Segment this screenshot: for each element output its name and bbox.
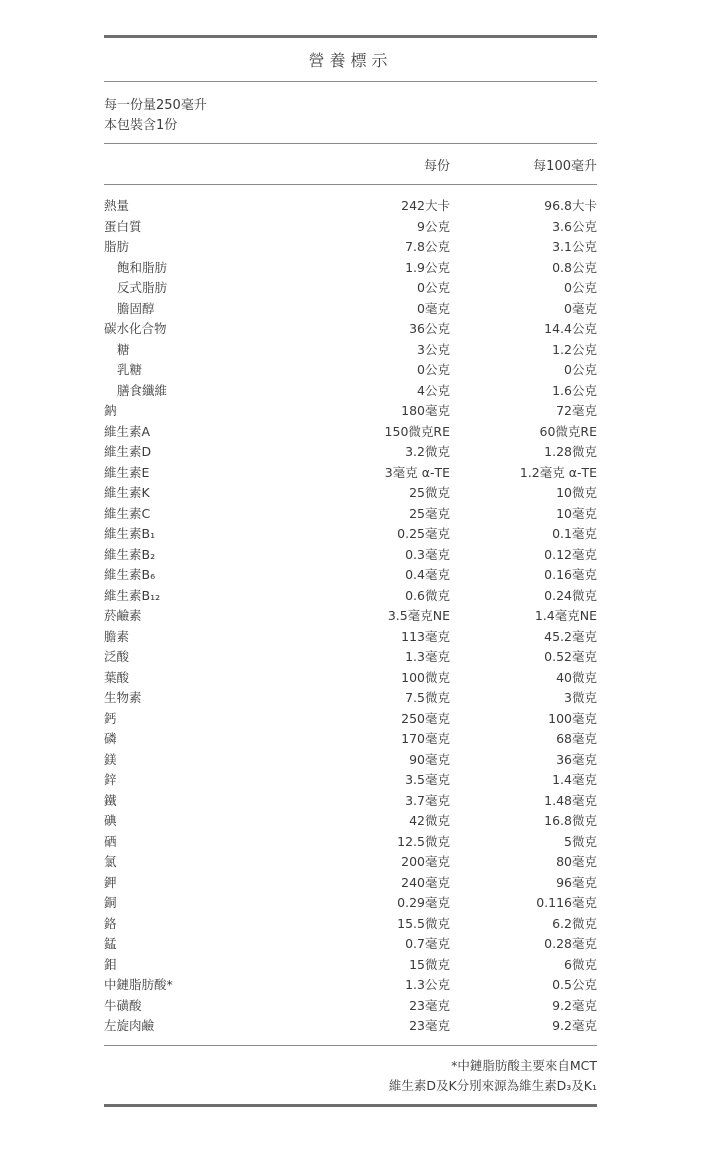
divider [104, 1045, 597, 1046]
value-per-100ml: 0毫克 [564, 300, 597, 316]
value-per-serving: 3.5毫克 [405, 772, 450, 787]
value-per-100ml: 1.2公克 [552, 341, 597, 357]
value-per-serving: 42微克 [409, 813, 450, 828]
nutrient-name: 維生素B₁₂ [104, 587, 161, 603]
nutrient-name: 中鏈脂肪酸* [104, 977, 173, 992]
nutrient-row [104, 688, 597, 709]
value-per-serving: 0.4毫克 [405, 567, 450, 582]
value-per-serving: 200毫克 [401, 854, 450, 869]
nutrient-row [104, 770, 597, 791]
value-per-serving: 25毫克 [409, 505, 450, 521]
divider [104, 81, 597, 82]
nutrient-name: 碘 [104, 813, 117, 828]
value-per-100ml: 0.52毫克 [544, 649, 597, 664]
nutrient-row [104, 565, 597, 586]
nutrient-name: 維生素K [104, 485, 150, 500]
nutrient-name: 鐵 [104, 792, 117, 808]
nutrient-row [104, 586, 597, 607]
nutrient-row [104, 258, 597, 279]
nutrient-row [104, 422, 597, 443]
nutrient-row [104, 873, 597, 894]
nutrient-name: 糖 [117, 341, 130, 357]
nutrient-row [104, 217, 597, 238]
value-per-100ml: 5微克 [564, 833, 597, 849]
nutrient-name: 氯 [104, 854, 117, 869]
value-per-100ml: 3微克 [564, 690, 597, 705]
value-per-100ml: 60微克RE [539, 423, 597, 439]
value-per-100ml: 68毫克 [556, 731, 597, 746]
nutrient-row [104, 360, 597, 381]
value-per-serving: 100微克 [401, 669, 450, 685]
value-per-100ml: 10毫克 [556, 505, 597, 521]
value-per-serving: 7.8公克 [405, 239, 450, 254]
value-per-100ml: 1.2毫克 α-TE [519, 464, 597, 480]
nutrient-row [104, 914, 597, 935]
value-per-100ml: 1.6公克 [552, 382, 597, 398]
value-per-100ml: 16.8微克 [544, 813, 597, 828]
value-per-100ml: 100毫克 [548, 710, 597, 726]
nutrient-row [104, 627, 597, 648]
value-per-serving: 23毫克 [409, 1018, 450, 1033]
footnote-mct: *中鏈脂肪酸主要來自MCT [451, 1058, 597, 1073]
nutrient-row [104, 975, 597, 996]
value-per-serving: 0.7毫克 [405, 936, 450, 951]
value-per-serving: 180毫克 [401, 403, 450, 418]
nutrient-name: 維生素B₁ [104, 526, 156, 541]
value-per-100ml: 96毫克 [556, 874, 597, 890]
nutrient-row [104, 893, 597, 914]
header-per-100ml: 每100毫升 [533, 159, 597, 174]
value-per-100ml: 36毫克 [556, 751, 597, 767]
value-per-serving: 23毫克 [409, 997, 450, 1013]
nutrient-row [104, 483, 597, 504]
nutrient-row [104, 381, 597, 402]
value-per-serving: 0毫克 [417, 300, 450, 316]
nutrient-name: 維生素B₆ [104, 567, 156, 582]
nutrient-row [104, 401, 597, 422]
nutrient-row [104, 196, 597, 217]
nutrient-name: 乳糖 [117, 362, 143, 377]
nutrient-name: 鈉 [104, 403, 117, 418]
value-per-serving: 3.2微克 [405, 444, 450, 459]
nutrient-name: 牛磺酸 [104, 997, 142, 1013]
nutrient-name: 泛酸 [104, 649, 130, 664]
nutrient-row [104, 811, 597, 832]
value-per-serving: 240毫克 [401, 874, 450, 890]
value-per-100ml: 3.6公克 [552, 218, 597, 234]
value-per-serving: 90毫克 [409, 751, 450, 767]
nutrient-row [104, 832, 597, 853]
value-per-100ml: 0.28毫克 [544, 936, 597, 951]
nutrient-row [104, 1016, 597, 1037]
value-per-serving: 0.25毫克 [397, 526, 450, 541]
value-per-serving: 36公克 [409, 321, 450, 336]
nutrient-name: 鉀 [104, 874, 117, 890]
nutrient-name: 鉻 [104, 915, 117, 931]
value-per-100ml: 45.2毫克 [544, 628, 597, 644]
value-per-serving: 3.5毫克NE [387, 608, 450, 623]
nutrient-name: 鋅 [104, 772, 117, 787]
value-per-100ml: 0公克 [564, 280, 597, 295]
nutrient-row [104, 934, 597, 955]
nutrient-row [104, 668, 597, 689]
value-per-serving: 0.6微克 [405, 587, 450, 603]
nutrient-row [104, 791, 597, 812]
header-per-serving: 每份 [423, 159, 450, 174]
divider [104, 184, 597, 185]
value-per-serving: 15.5微克 [397, 915, 450, 931]
value-per-100ml: 0.1毫克 [552, 526, 597, 541]
serving-size: 每一份量250毫升 [104, 98, 207, 113]
nutrient-table [104, 196, 597, 1037]
value-per-serving: 1.3公克 [405, 977, 450, 992]
nutrient-row [104, 340, 597, 361]
nutrient-row [104, 852, 597, 873]
value-per-serving: 0.29毫克 [397, 895, 450, 910]
value-per-100ml: 6微克 [564, 956, 597, 972]
value-per-serving: 0公克 [417, 280, 450, 295]
nutrient-row [104, 729, 597, 750]
value-per-100ml: 1.48毫克 [544, 792, 597, 808]
nutrient-row [104, 955, 597, 976]
nutrient-name: 菸鹼素 [104, 608, 142, 623]
value-per-serving: 3毫克 α-TE [384, 464, 450, 480]
value-per-100ml: 0.5公克 [552, 977, 597, 992]
value-per-100ml: 6.2微克 [552, 915, 597, 931]
value-per-serving: 12.5微克 [397, 833, 450, 849]
value-per-serving: 4公克 [417, 382, 450, 398]
value-per-serving: 1.3毫克 [405, 649, 450, 664]
value-per-100ml: 0公克 [564, 362, 597, 377]
nutrient-row [104, 278, 597, 299]
value-per-100ml: 40微克 [556, 669, 597, 685]
bottom-border [104, 1104, 597, 1107]
nutrient-row [104, 709, 597, 730]
value-per-100ml: 14.4公克 [544, 321, 597, 336]
label-title: 營養標示 [308, 51, 393, 70]
nutrient-row [104, 545, 597, 566]
nutrient-row [104, 606, 597, 627]
nutrient-name: 脂肪 [104, 239, 130, 254]
value-per-100ml: 96.8大卡 [544, 198, 597, 213]
nutrient-name: 左旋肉鹼 [104, 1018, 155, 1033]
nutrient-row [104, 463, 597, 484]
nutrient-name: 銅 [104, 895, 117, 910]
nutrient-name: 葉酸 [104, 669, 130, 685]
nutrient-name: 鉬 [104, 956, 117, 972]
value-per-100ml: 0.8公克 [552, 259, 597, 275]
nutrient-name: 蛋白質 [104, 218, 142, 234]
nutrient-row [104, 647, 597, 668]
nutrient-name: 維生素A [104, 423, 151, 439]
servings-per-package: 本包裝含1份 [104, 118, 178, 133]
nutrient-name: 反式脂肪 [117, 280, 168, 295]
nutrient-row [104, 237, 597, 258]
nutrient-name: 鈣 [104, 710, 117, 726]
value-per-serving: 0.3毫克 [405, 546, 450, 562]
value-per-100ml: 0.16毫克 [544, 567, 597, 582]
value-per-serving: 250毫克 [401, 710, 450, 726]
nutrient-name: 膳食纖維 [117, 382, 168, 398]
nutrient-name: 維生素E [104, 464, 150, 480]
nutrient-name: 碳水化合物 [104, 321, 167, 336]
nutrient-row [104, 299, 597, 320]
value-per-serving: 1.9公克 [405, 259, 450, 275]
nutrient-row [104, 442, 597, 463]
value-per-100ml: 0.24微克 [544, 587, 597, 603]
nutrient-name: 膽固醇 [117, 300, 155, 316]
value-per-100ml: 1.4毫克NE [534, 608, 597, 623]
value-per-100ml: 9.2毫克 [552, 1018, 597, 1033]
value-per-100ml: 72毫克 [556, 403, 597, 418]
nutrient-row [104, 319, 597, 340]
nutrient-name: 膽素 [104, 628, 130, 644]
nutrient-row [104, 750, 597, 771]
value-per-serving: 3公克 [417, 341, 450, 357]
nutrient-name: 生物素 [104, 690, 142, 705]
nutrient-row [104, 524, 597, 545]
value-per-serving: 15微克 [409, 956, 450, 972]
value-per-100ml: 80毫克 [556, 854, 597, 869]
value-per-100ml: 1.28微克 [544, 444, 597, 459]
value-per-100ml: 10微克 [556, 485, 597, 500]
value-per-100ml: 3.1公克 [552, 239, 597, 254]
nutrient-name: 維生素B₂ [104, 546, 156, 562]
nutrient-name: 維生素D [104, 444, 152, 459]
nutrient-name: 硒 [104, 833, 117, 849]
value-per-serving: 242大卡 [401, 198, 450, 213]
value-per-serving: 7.5微克 [405, 690, 450, 705]
nutrient-name: 熱量 [104, 198, 130, 213]
nutrient-name: 維生素C [104, 505, 151, 521]
value-per-serving: 113毫克 [401, 628, 450, 644]
footnote-vitamin-sources: 維生素D及K分別來源為維生素D₃及K₁ [388, 1078, 597, 1093]
nutrient-name: 錳 [104, 936, 117, 951]
nutrient-name: 磷 [104, 731, 117, 746]
value-per-100ml: 1.4毫克 [552, 772, 597, 787]
value-per-serving: 25微克 [409, 485, 450, 500]
value-per-serving: 150微克RE [384, 423, 450, 439]
value-per-100ml: 0.12毫克 [544, 546, 597, 562]
value-per-serving: 0公克 [417, 362, 450, 377]
value-per-serving: 9公克 [417, 218, 450, 234]
value-per-100ml: 0.116毫克 [536, 895, 597, 910]
value-per-serving: 3.7毫克 [405, 792, 450, 808]
value-per-serving: 170毫克 [401, 731, 450, 746]
divider [104, 143, 597, 144]
top-border [104, 35, 597, 38]
nutrient-row [104, 504, 597, 525]
nutrient-name: 鎂 [104, 751, 117, 767]
nutrient-row [104, 996, 597, 1017]
nutrient-name: 飽和脂肪 [117, 259, 168, 275]
value-per-100ml: 9.2毫克 [552, 997, 597, 1013]
